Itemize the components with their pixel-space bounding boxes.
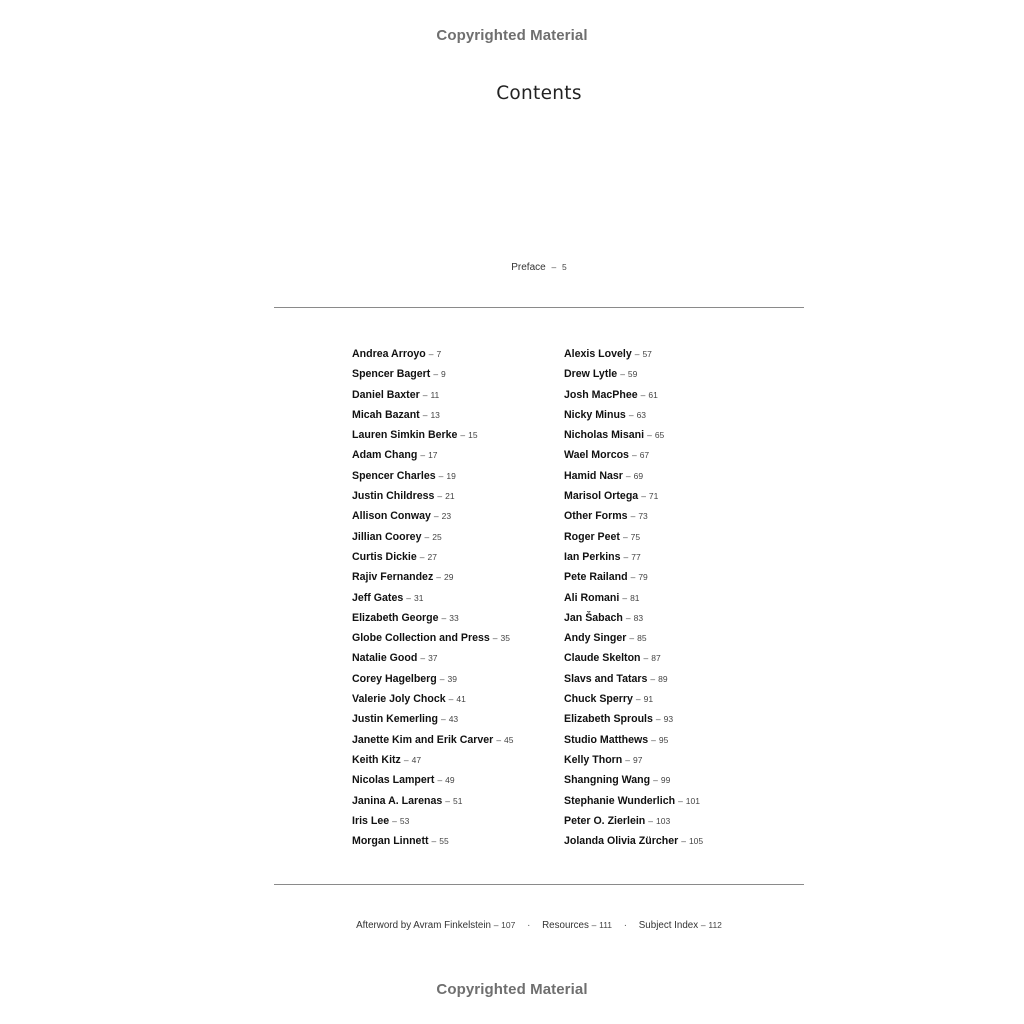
entry-page-number: 105: [688, 836, 704, 847]
entry-name: Peter O. Zierlein: [564, 814, 646, 827]
copyright-watermark-top: Copyrighted Material: [436, 27, 588, 44]
entry-name: Roger Peet: [564, 530, 620, 543]
entry-separator: –: [431, 836, 437, 847]
entry-page-number: 65: [654, 430, 665, 441]
entry-separator: –: [496, 734, 502, 745]
entry-name: Hamid Nasr: [564, 469, 623, 482]
entry-page-number: 69: [633, 470, 644, 481]
entry-name: Jeff Gates: [352, 591, 404, 604]
contents-entry: [352, 669, 514, 689]
contents-entry: [564, 689, 703, 709]
entry-name: Andy Singer: [564, 632, 627, 645]
entry-name: Rajiv Fernandez: [352, 571, 434, 584]
contents-entry: [352, 608, 514, 628]
contents-entry: [352, 445, 514, 465]
contents-entry: [564, 811, 703, 831]
contents-entry: [352, 527, 514, 547]
entry-separator: –: [625, 612, 631, 623]
entry-page-number: 83: [633, 612, 644, 623]
entry-page-number: 31: [413, 592, 424, 603]
entry-page-number: 19: [446, 470, 456, 481]
entry-page-number: 71: [648, 491, 659, 502]
entry-separator: –: [623, 551, 629, 562]
entry-separator: –: [630, 511, 636, 522]
entry-separator: –: [419, 551, 425, 562]
entry-page-number: 53: [399, 815, 410, 826]
entry-page-number: 23: [441, 511, 452, 522]
entry-separator: –: [634, 349, 640, 359]
entry-name: Justin Childress: [352, 490, 435, 503]
backmatter-separator: –: [493, 920, 499, 930]
entry-page-number: 61: [648, 389, 658, 400]
copyright-watermark-bottom: Copyrighted Material: [436, 981, 588, 998]
entry-separator: –: [640, 389, 646, 400]
entry-separator: –: [433, 511, 439, 522]
entry-page-number: 29: [443, 572, 454, 583]
entry-page-number: 45: [504, 734, 514, 745]
entry-separator: –: [424, 531, 430, 542]
entry-separator: –: [635, 694, 641, 705]
entry-name: Alexis Lovely: [564, 348, 632, 360]
entry-name: Kelly Thorn: [564, 753, 623, 766]
entry-separator: –: [420, 450, 426, 461]
entry-name: Globe Collection and Press: [352, 632, 490, 645]
contents-entry: [352, 811, 514, 831]
contents-entry: [564, 506, 703, 526]
contents-entry: [352, 831, 514, 851]
contents-entry: [564, 588, 703, 608]
contents-entry: [564, 405, 703, 425]
entry-page-number: 57: [642, 349, 652, 359]
entry-page-number: 79: [638, 572, 648, 583]
entry-separator: –: [647, 430, 652, 441]
entry-separator: –: [437, 491, 443, 502]
entry-page-number: 27: [427, 551, 437, 562]
entry-page-number: 95: [658, 734, 669, 745]
entry-separator: –: [628, 409, 634, 420]
contents-entry: [352, 364, 514, 384]
backmatter-separator: –: [700, 920, 706, 930]
backmatter-label: Subject Index: [638, 920, 699, 931]
entry-name: Micah Bazant: [352, 408, 420, 421]
entry-name: Corey Hagelberg: [352, 672, 437, 685]
contents-entry: [352, 730, 514, 750]
entry-page-number: 47: [411, 754, 422, 765]
entry-page-number: 75: [630, 531, 641, 542]
backmatter-item-resources: [542, 920, 615, 931]
contents-column-right: [564, 344, 703, 851]
preface-separator: –: [551, 262, 557, 272]
contents-entry: [352, 506, 514, 526]
entry-page-number: 49: [445, 775, 455, 786]
entry-separator: –: [681, 836, 686, 847]
entry-page-number: 15: [468, 430, 478, 441]
entry-page-number: 77: [631, 551, 641, 562]
entry-name: Chuck Sperry: [564, 693, 633, 706]
contents-entry: [564, 709, 703, 729]
entry-separator: –: [653, 775, 658, 786]
backmatter-item-afterword: [356, 920, 518, 931]
backmatter-label: Afterword by Avram Finkelstein: [356, 920, 491, 931]
contents-entry: [564, 648, 703, 668]
contents-entry: [564, 466, 703, 486]
entry-separator: –: [620, 369, 625, 380]
bottom-divider: [274, 884, 804, 885]
contents-entry: [564, 445, 703, 465]
entry-page-number: 25: [432, 531, 442, 542]
entry-separator: –: [438, 470, 444, 481]
entry-separator: –: [631, 450, 637, 461]
entry-separator: –: [651, 734, 656, 745]
entry-separator: –: [422, 389, 428, 400]
entry-name: Justin Kemerling: [352, 713, 438, 726]
contents-entry: [352, 405, 514, 425]
entry-separator: –: [439, 673, 445, 684]
entry-name: Natalie Good: [352, 652, 418, 665]
preface-entry: [0, 262, 1024, 273]
contents-entry: [564, 628, 703, 648]
entry-name: Curtis Dickie: [352, 550, 417, 563]
entry-name: Studio Matthews: [564, 733, 649, 746]
entry-separator: –: [433, 369, 439, 380]
entry-separator: –: [460, 430, 466, 441]
contents-entry: [352, 547, 514, 567]
contents-entry: [352, 567, 514, 587]
entry-name: Spencer Bagert: [352, 368, 431, 381]
entry-page-number: 87: [651, 653, 661, 664]
contents-entry: [564, 425, 703, 445]
entry-name: Ian Perkins: [564, 550, 621, 563]
preface-label: Preface: [511, 262, 546, 273]
entry-separator: –: [392, 815, 397, 826]
entry-page-number: 11: [430, 389, 440, 400]
backmatter-dot: ·: [527, 920, 531, 931]
contents-entry: [564, 608, 703, 628]
entry-separator: –: [641, 491, 646, 502]
entry-page-number: 81: [630, 592, 640, 603]
backmatter-label: Resources: [542, 920, 589, 931]
entry-name: Other Forms: [564, 510, 628, 523]
entry-separator: –: [622, 531, 628, 542]
contents-entry: [352, 770, 514, 790]
entry-page-number: 35: [500, 633, 510, 644]
contents-entry: [352, 709, 514, 729]
entry-name: Shangning Wang: [564, 774, 651, 787]
entry-separator: –: [428, 349, 434, 359]
entry-page-number: 43: [448, 714, 459, 725]
contents-entry: [564, 669, 703, 689]
entry-page-number: 97: [633, 754, 643, 765]
entry-page-number: 89: [658, 673, 668, 684]
entry-separator: –: [422, 409, 428, 420]
entry-name: Janina A. Larenas: [352, 794, 443, 807]
entry-name: Slavs and Tatars: [564, 672, 648, 685]
entry-name: Allison Conway: [352, 510, 431, 523]
entry-separator: –: [492, 633, 498, 644]
entry-separator: –: [629, 633, 635, 644]
contents-entry: [564, 486, 703, 506]
entry-page-number: 93: [663, 714, 674, 725]
contents-entry: [352, 425, 514, 445]
entry-separator: –: [648, 815, 653, 826]
entry-name: Lauren Simkin Berke: [352, 429, 458, 442]
backmatter-dot: ·: [623, 920, 628, 931]
entry-name: Nicolas Lampert: [352, 774, 435, 787]
entry-name: Daniel Baxter: [352, 388, 420, 401]
entry-name: Jan Šabach: [564, 611, 623, 624]
contents-entry: [564, 567, 703, 587]
entry-name: Ali Romani: [564, 591, 620, 604]
entry-name: Jolanda Olivia Zürcher: [564, 835, 679, 848]
entry-separator: –: [650, 673, 656, 684]
contents-entry: [564, 344, 703, 364]
entry-page-number: 13: [430, 409, 440, 420]
entry-page-number: 59: [627, 369, 638, 380]
entry-page-number: 91: [643, 694, 654, 705]
entry-separator: –: [420, 653, 426, 664]
entry-page-number: 99: [660, 775, 671, 786]
contents-column-left: [352, 344, 514, 851]
entry-name: Wael Morcos: [564, 449, 629, 462]
backmatter-page-number: 112: [708, 920, 722, 930]
backmatter-separator: –: [591, 920, 597, 930]
entry-separator: –: [403, 754, 409, 765]
preface-page-number: 5: [562, 262, 567, 272]
entry-separator: –: [448, 694, 454, 705]
backmatter-line: [0, 920, 1024, 931]
entry-page-number: 39: [447, 673, 457, 684]
entry-name: Drew Lytle: [564, 368, 618, 381]
entry-separator: –: [625, 470, 631, 481]
entry-name: Nicholas Misani: [564, 429, 645, 442]
entry-name: Elizabeth George: [352, 611, 439, 624]
contents-entry: [352, 791, 514, 811]
entry-separator: –: [437, 775, 443, 786]
entry-page-number: 103: [655, 815, 671, 826]
contents-entry: [564, 547, 703, 567]
entry-separator: –: [440, 714, 446, 725]
entry-name: Jillian Coorey: [352, 530, 422, 543]
contents-entry: [352, 588, 514, 608]
backmatter-page-number: 111: [599, 920, 613, 930]
entry-name: Adam Chang: [352, 449, 418, 462]
entry-name: Andrea Arroyo: [352, 348, 426, 360]
entry-name: Nicky Minus: [564, 408, 626, 421]
contents-entry: [564, 385, 703, 405]
contents-entry: [352, 344, 514, 364]
contents-entry: [352, 750, 514, 770]
entry-separator: –: [406, 592, 411, 603]
entry-separator: –: [630, 572, 636, 583]
contents-entry: [352, 628, 514, 648]
entry-separator: –: [622, 592, 628, 603]
entry-name: Stephanie Wunderlich: [564, 794, 676, 807]
entry-name: Elizabeth Sprouls: [564, 713, 653, 726]
backmatter-page-number: 107: [501, 920, 516, 930]
contents-entry: [564, 527, 703, 547]
entry-page-number: 7: [436, 349, 442, 359]
entry-page-number: 17: [428, 450, 438, 461]
entry-page-number: 21: [445, 491, 455, 502]
entry-page-number: 33: [449, 612, 459, 623]
entry-name: Marisol Ortega: [564, 490, 639, 503]
entry-name: Janette Kim and Erik Carver: [352, 733, 494, 746]
contents-entry: [564, 730, 703, 750]
contents-entry: [352, 385, 514, 405]
contents-entry: [564, 791, 703, 811]
entry-name: Valerie Joly Chock: [352, 693, 446, 706]
entry-page-number: 101: [685, 795, 700, 806]
entry-separator: –: [436, 572, 441, 583]
contents-entry: [352, 648, 514, 668]
entry-separator: –: [643, 653, 649, 664]
contents-entry: [352, 486, 514, 506]
entry-page-number: 73: [638, 511, 648, 522]
entry-name: Iris Lee: [352, 814, 390, 827]
entry-name: Keith Kitz: [352, 753, 401, 766]
top-divider: [274, 307, 804, 308]
entry-page-number: 9: [441, 369, 446, 380]
entry-name: Spencer Charles: [352, 469, 436, 482]
entry-page-number: 37: [428, 653, 438, 664]
entry-separator: –: [678, 795, 683, 806]
entry-name: Pete Railand: [564, 571, 628, 584]
contents-entry: [564, 364, 703, 384]
entry-name: Morgan Linnett: [352, 835, 429, 848]
entry-separator: –: [445, 795, 451, 806]
entry-separator: –: [655, 714, 661, 725]
contents-entry: [352, 689, 514, 709]
contents-entry: [564, 770, 703, 790]
entry-separator: –: [441, 612, 447, 623]
entry-page-number: 67: [639, 450, 650, 461]
backmatter-item-subject-index: [639, 920, 722, 931]
entry-page-number: 85: [637, 633, 647, 644]
contents-entry: [564, 750, 703, 770]
entry-name: Claude Skelton: [564, 652, 641, 665]
entry-separator: –: [625, 754, 631, 765]
entry-name: Josh MacPhee: [564, 388, 638, 401]
entry-page-number: 51: [453, 795, 463, 806]
page-title: Contents: [496, 83, 582, 104]
entry-page-number: 63: [636, 409, 647, 420]
contents-entry: [352, 466, 514, 486]
entry-page-number: 55: [439, 836, 449, 847]
contents-entry: [564, 831, 703, 851]
entry-page-number: 41: [456, 694, 466, 705]
